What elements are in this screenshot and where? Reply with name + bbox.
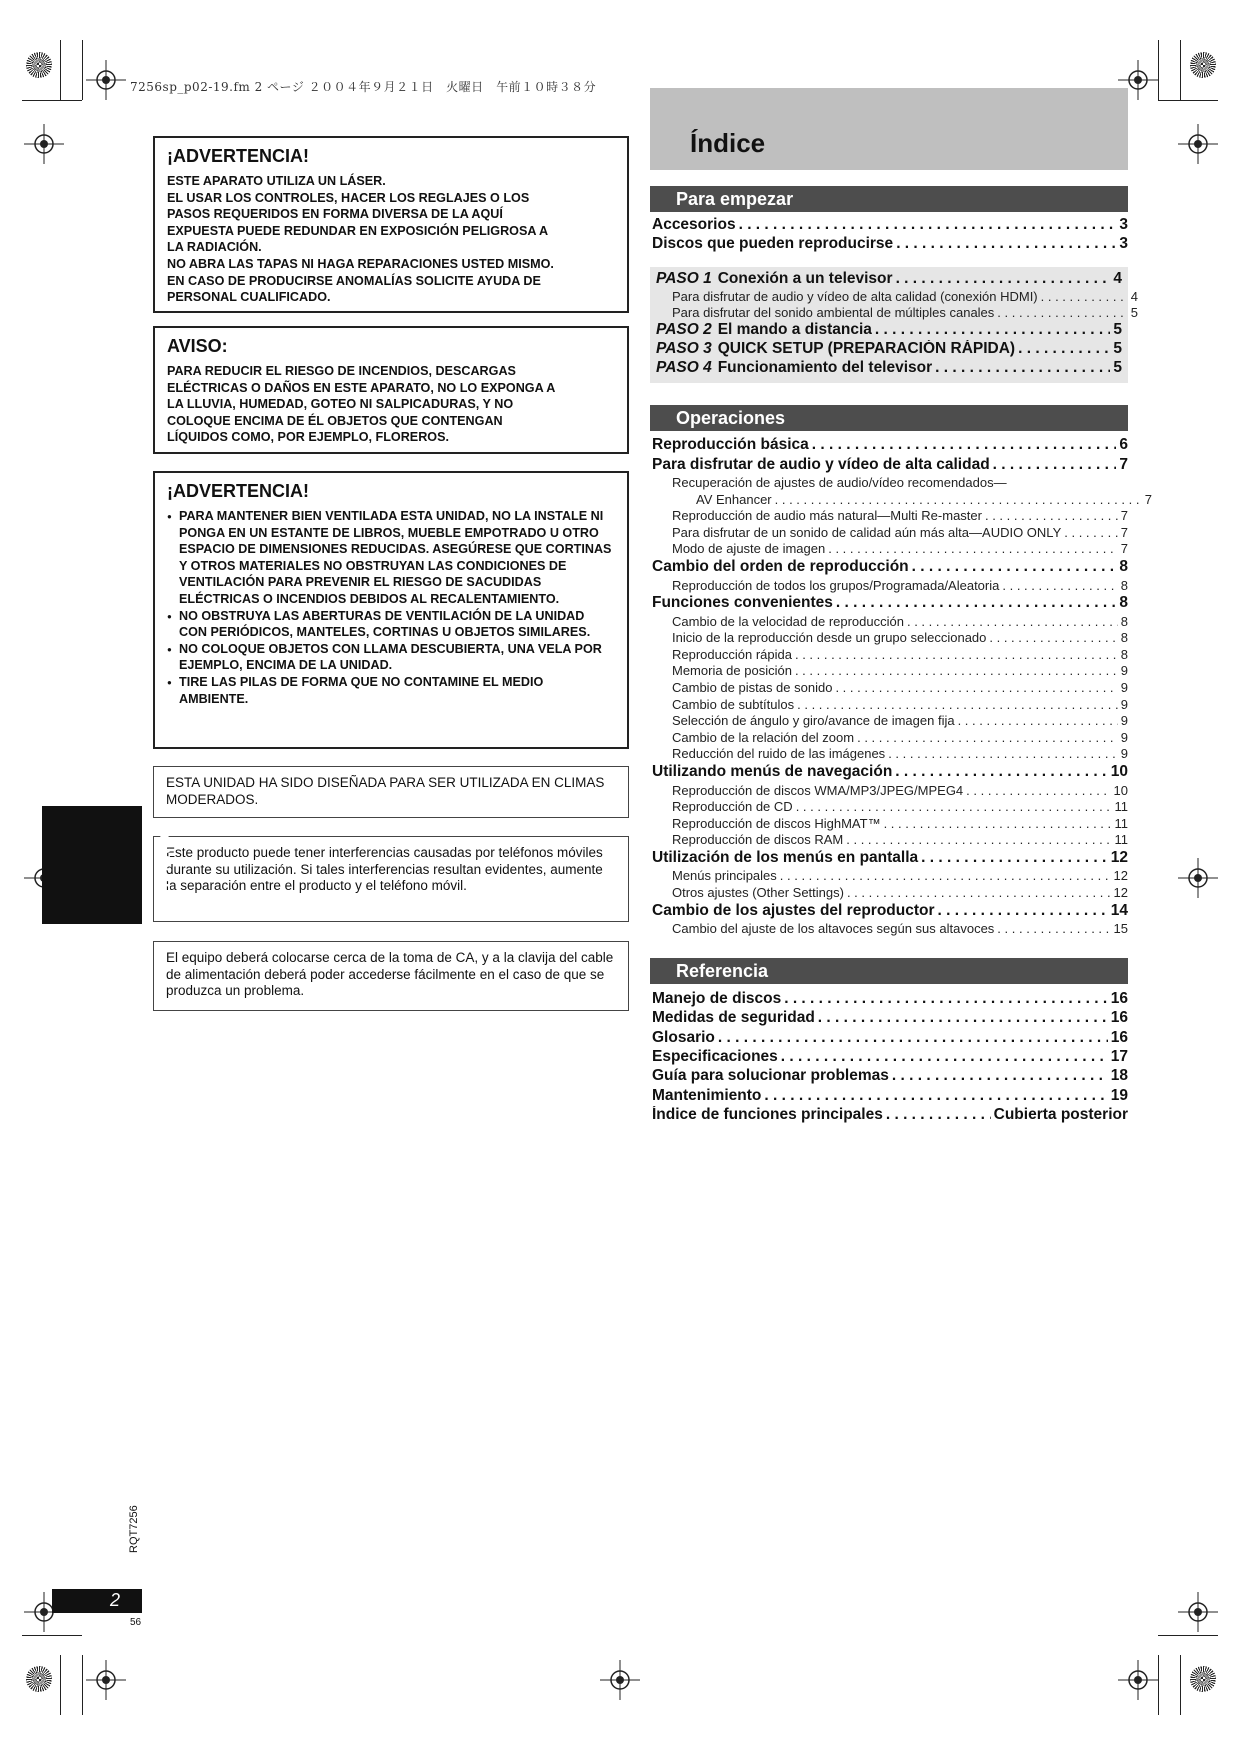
toc-entry-title [672, 541, 825, 556]
registration-mark-icon [1118, 1660, 1158, 1700]
toc-page-number: 8 [1120, 577, 1128, 593]
toc-entry-title [672, 475, 1007, 490]
toc-entry-text: Accesorios [652, 216, 736, 233]
toc-page-number: 5 [1113, 340, 1122, 357]
toc-entry-text: Reproducción de discos WMA/MP3/JPEG/MPEG4 [672, 782, 964, 798]
toc-entry-text: El mando a distancia [717, 321, 872, 338]
toc-entry [672, 730, 1128, 745]
section-heading-referencia: Referencia [650, 958, 1128, 984]
paso-label: PASO 4 [656, 359, 712, 376]
toc-entry-text: Inicio de la reproducción desde un grupo seleccionado [672, 630, 987, 646]
section-heading-para-empezar: Para empezar [650, 186, 1128, 212]
toc-entry-title [672, 832, 843, 847]
toc-entry [672, 525, 1128, 540]
toc-entry [652, 594, 1128, 612]
toc-entry [652, 1106, 1128, 1124]
toc-leader-dots [958, 713, 1118, 728]
toc-page-number: 19 [1110, 1086, 1128, 1104]
toc-leader-dots [892, 1067, 1108, 1085]
toc-entry [672, 289, 1138, 304]
toc-entry [672, 713, 1128, 728]
toc-entry-title [672, 578, 999, 593]
toc-leader-dots [896, 235, 1116, 253]
toc-entry-text: Cambio del orden de reproducción [652, 558, 909, 575]
registration-disc-icon [26, 52, 52, 78]
toc-entry [672, 697, 1128, 712]
toc-leader-dots [896, 270, 1111, 288]
toc-entry-title [672, 816, 881, 831]
warning-text: ESTE APARATO UTILIZA UN LÁSER. EL USAR LOS CONTROLES, HACER LOS REGLAJES O LOS PASOS REQUERIDOS EN FORMA DIVERSA DE LA AQUÍ EXPUESTA PUEDE REDUNDAR EN EXPOSICIÓN PELIGROSA A LA RADIACIÓN. NO ABRA LAS TAPAS NI HAGA REPARACIONES USTED MISMO. EN CASO DE PRODUCIRSE ANOMALÍAS SOLICITE AYUDA DE PERSONAL CUALIFICADO. [167, 174, 554, 305]
toc-entry-title [672, 663, 792, 678]
toc-entry-title [672, 746, 885, 761]
toc-leader-dots [857, 730, 1118, 745]
toc-entry-title [672, 508, 982, 523]
toc-entry [672, 508, 1128, 523]
warning-title: ¡ADVERTENCIA! [167, 481, 309, 501]
registration-mark-icon [600, 1660, 640, 1700]
toc-leader-dots [796, 799, 1112, 814]
toc-entry-text: Selección de ángulo y giro/avance de imagen fija [672, 713, 955, 729]
toc-entry-text: Memoria de posición [672, 663, 792, 679]
toc-entry [656, 270, 1122, 288]
toc-entry [672, 614, 1128, 629]
toc-entry-title [672, 783, 963, 798]
toc-entry-text: Reproducción de CD [672, 799, 793, 815]
registration-disc-icon [26, 1666, 52, 1692]
toc-page-number: 9 [1120, 680, 1128, 695]
toc-leader-dots [1002, 578, 1117, 593]
toc-entry [672, 799, 1128, 814]
toc-page-number: 7 [1120, 508, 1128, 524]
toc-entry-title [672, 614, 904, 629]
toc-entry-title [672, 697, 794, 712]
toc-leader-dots [907, 614, 1118, 629]
warning-bullet-list [167, 508, 615, 707]
toc-entry [652, 216, 1128, 234]
toc-entry [652, 1087, 1128, 1105]
toc-entry [672, 816, 1128, 831]
section-heading-operaciones: Operaciones [650, 405, 1128, 431]
registration-mark-icon [24, 124, 64, 164]
toc-leader-dots [1018, 340, 1110, 358]
toc-leader-dots [1064, 525, 1118, 540]
toc-entry [696, 492, 1152, 507]
toc-page-number: 17 [1110, 1047, 1128, 1065]
registration-disc-icon [1190, 52, 1216, 78]
toc-entry [652, 990, 1128, 1008]
toc-entry-text: Funciones convenientes [652, 594, 833, 612]
toc-entry-text: Cambio de los ajustes del reproductor [652, 901, 935, 919]
registration-mark-icon [86, 60, 126, 100]
toc-page-number: 5 [1113, 321, 1122, 338]
toc-leader-dots [997, 921, 1110, 936]
toc-entry [672, 746, 1128, 761]
toc-leader-dots [784, 990, 1108, 1008]
toc-entry-text: Modo de ajuste de imagen [672, 541, 826, 557]
toc-entry-text: Guía para solucionar problemas [652, 1067, 889, 1085]
toc-entry-text: Índice de funciones principales [652, 1105, 883, 1123]
toc-leader-dots [993, 456, 1117, 474]
toc-leader-dots [780, 868, 1111, 883]
toc-entry-text: Menús principales [672, 868, 777, 884]
ac-outlet-notice-text: El equipo deberá colocarse cerca de la toma de CA, y a la clavija del cable de alimentación deberá poder accederse fácilmente en el caso de que se produzca un problema. [166, 950, 614, 998]
toc-leader-dots [985, 508, 1118, 523]
toc-page-number: 18 [1110, 1067, 1128, 1085]
toc-entry [656, 340, 1122, 358]
toc-entry-title [652, 849, 918, 867]
toc-entry [652, 902, 1128, 920]
toc-leader-dots [1041, 289, 1128, 304]
toc-entry-text: QUICK SETUP (PREPARACIÓN RÁPIDA) [717, 340, 1016, 357]
toc-entry-title [652, 456, 990, 474]
toc-entry-text: AV Enhancer [696, 491, 772, 507]
toc-entry-title [652, 1048, 778, 1066]
toc-entry-text: Para disfrutar de audio y vídeo de alta calidad (conexión HDMI) [672, 289, 1038, 304]
toc-leader-dots [718, 1029, 1108, 1047]
toc-entry-text: Cambio de subtítulos [672, 696, 795, 712]
toc-entry [652, 1048, 1128, 1066]
language-label: ESPAÑOL [157, 822, 174, 906]
toc-leader-dots [921, 849, 1108, 867]
file-header-line: 7256sp_p02-19.fm 2 ページ ２００４年９月２１日 火曜日 午前１０時３８分 [130, 80, 597, 94]
toc-page-number: 14 [1110, 901, 1128, 919]
toc-entry [652, 456, 1128, 474]
climate-notice-box [153, 766, 629, 818]
toc-page-number: 11 [1114, 832, 1128, 848]
toc-leader-dots [836, 594, 1116, 612]
registration-mark-icon [1178, 858, 1218, 898]
toc-entry-text: Manejo de discos [652, 990, 782, 1007]
toc-entry-text: Utilización de los menús en pantalla [652, 848, 919, 866]
toc-page-number: 9 [1120, 746, 1128, 762]
toc-leader-dots [886, 1106, 991, 1124]
toc-entry-title [672, 525, 1061, 540]
ac-outlet-notice-box [153, 941, 629, 1011]
toc-page-number: 6 [1119, 436, 1128, 453]
toc-page-number: Cubierta posterior [993, 1105, 1128, 1123]
toc-leader-dots [818, 1009, 1108, 1027]
toc-page-number: 16 [1110, 1028, 1128, 1046]
aviso-text: PARA REDUCIR EL RIESGO DE INCENDIOS, DESCARGAS ELÉCTRICAS O DAÑOS EN ESTE APARATO, NO LO EXPONGA A LA LLUVIA, HUMEDAD, GOTEO NI SALPICADURAS, Y NO COLOQUE ENCIMA DE ÉL OBJETOS QUE CONTENGAN LÍQUIDOS COMO, POR EJEMPLO, FLOREROS. [167, 364, 556, 445]
list-item: ● PARA MANTENER BIEN VENTILADA ESTA UNIDAD, NO LA INSTALE NI PONGA EN UN ESTANTE DE LIBROS, MUEBLE EMPOTRADO U OTRO ESPACIO DE DIMENSIONES REDUCIDAS. ASEGÚRESE QUE CORTINAS Y OTROS MATERIALES NO OBSTRUYAN LAS CONDICIONES DE VENTILACIÓN PARA PREVENIR EL RIESGO DE SACUDIDAS ELÉCTRICAS O INCENDIOS DEBIDOS AL RECALENTAMIENTO. [167, 508, 615, 608]
toc-page-number: 11 [1114, 799, 1128, 815]
interference-notice-text: Este producto puede tener interferencias causadas por teléfonos móviles durante su utilización. Si tales interferencias resultan evidentes, aumente la separación entre el producto y el teléfono móvil. [166, 845, 603, 893]
toc-entry-text: Utilizando menús de navegación [652, 763, 893, 780]
toc-page-number: 9 [1120, 663, 1128, 679]
toc-entry-text: Otros ajustes (Other Settings) [672, 885, 844, 900]
toc-entry [672, 475, 1128, 490]
toc-entry-title [652, 1029, 715, 1047]
toc-entry-title [672, 647, 792, 662]
toc-entry-title [652, 235, 893, 253]
toc-page-number: 16 [1110, 990, 1128, 1007]
aviso-title: AVISO: [167, 336, 228, 356]
toc-entry-text: Cambio de la velocidad de reproducción [672, 613, 904, 629]
toc-entry-title [672, 730, 854, 745]
toc-page-number: 4 [1130, 289, 1138, 304]
toc-entry-title [652, 216, 736, 234]
toc-entry-text: Para disfrutar de un sonido de calidad aún más alta—AUDIO ONLY [672, 524, 1062, 540]
toc-leader-dots [912, 558, 1117, 576]
toc-page-number: 10 [1110, 763, 1128, 780]
toc-entry [672, 305, 1138, 320]
toc-page-number: 8 [1119, 594, 1128, 612]
page-number-bar [52, 1589, 142, 1613]
toc-entry-title [652, 763, 892, 781]
toc-leader-dots [888, 746, 1118, 761]
toc-leader-dots [895, 763, 1107, 781]
toc-page-number: 3 [1119, 235, 1128, 252]
toc-entry-text: Cambio del ajuste de los altavoces según sus altavoces [672, 921, 995, 937]
toc-leader-dots [797, 697, 1118, 712]
toc-leader-dots [835, 680, 1117, 695]
toc-entry [672, 647, 1128, 662]
toc-entry-title [652, 1009, 815, 1027]
toc-entry-title [652, 594, 833, 612]
paso-label: PASO 2 [656, 321, 712, 338]
toc-entry-text: Mantenimiento [652, 1086, 762, 1104]
toc-entry [672, 663, 1128, 678]
toc-page-number: 12 [1113, 885, 1128, 900]
aviso-box [153, 326, 629, 454]
toc-entry-text: Cambio de la relación del zoom [672, 729, 855, 745]
toc-entry-title [652, 558, 909, 576]
toc-page-number: 9 [1120, 696, 1128, 712]
toc-entry-title [656, 321, 872, 339]
toc-entry [672, 783, 1128, 798]
toc-page-number: 10 [1113, 782, 1128, 798]
toc-entry-title [672, 868, 777, 883]
toc-entry-title [672, 630, 986, 645]
toc-entry-text: Para disfrutar del sonido ambiental de múltiples canales [672, 305, 995, 320]
toc-page-number: 5 [1113, 359, 1122, 376]
toc-entry [672, 541, 1128, 556]
language-side-tab [42, 806, 174, 924]
toc-entry-text: Reproducción de audio más natural—Multi Re-master [672, 508, 982, 524]
interference-notice-box [153, 836, 629, 922]
document-code: RQT7256 [128, 1505, 140, 1553]
toc-entry [652, 1009, 1128, 1027]
toc-page-number: 11 [1114, 815, 1128, 831]
toc-leader-dots [795, 663, 1118, 678]
toc-page-number: 15 [1113, 921, 1128, 937]
toc-page-number: 12 [1110, 848, 1128, 866]
page-title: Índice [690, 128, 766, 158]
toc-entry [672, 680, 1128, 695]
toc-page-number: 12 [1113, 868, 1128, 884]
toc-leader-dots [775, 492, 1142, 507]
climate-notice-text: ESTA UNIDAD HA SIDO DISEÑADA PARA SER UTILIZADA EN CLIMAS MODERADOS. [166, 775, 605, 807]
toc-entry [672, 921, 1128, 936]
toc-entry-text: Recuperación de ajustes de audio/vídeo recomendados— [672, 475, 1007, 490]
toc-entry-title [672, 885, 844, 900]
toc-entry-text: Reproducción de todos los grupos/Programada/Aleatoria [672, 577, 1000, 593]
warning-title: ¡ADVERTENCIA! [167, 146, 309, 166]
toc-entry-title [672, 921, 994, 936]
toc-entry-text: Discos que pueden reproducirse [652, 235, 894, 252]
toc-entry-title [672, 713, 955, 728]
toc-entry-title [696, 492, 772, 507]
toc-leader-dots [997, 305, 1127, 320]
toc-entry-text: Reproducción de discos RAM [672, 832, 844, 848]
toc-page-number: 9 [1120, 713, 1128, 729]
toc-page-number: 7 [1119, 455, 1128, 473]
toc-leader-dots [875, 321, 1110, 339]
print-page-number: 56 [130, 1617, 142, 1628]
list-item: ● NO OBSTRUYA LAS ABERTURAS DE VENTILACIÓN DE LA UNIDAD CON PERIÓDICOS, MANTELES, CORTINAS U OBJETOS SIMILARES. [167, 608, 615, 641]
toc-page-number: 9 [1120, 729, 1128, 745]
toc-entry-title [656, 340, 1015, 358]
toc-entry-text: Reproducción básica [652, 436, 809, 453]
toc-entry [652, 558, 1128, 576]
toc-page-number: 8 [1120, 613, 1128, 629]
toc-entry-text: Medidas de seguridad [652, 1009, 815, 1027]
toc-leader-dots [764, 1087, 1107, 1105]
toc-entry [652, 1067, 1128, 1085]
registration-mark-icon [86, 1660, 126, 1700]
toc-entry [672, 578, 1128, 593]
list-item: ● TIRE LAS PILAS DE FORMA QUE NO CONTAMINE EL MEDIO AMBIENTE. [167, 674, 615, 707]
toc-entry [672, 868, 1128, 883]
paso-label: PASO 1 [656, 270, 712, 287]
toc-page-number: 7 [1120, 541, 1128, 557]
toc-entry-text: Funcionamiento del televisor [717, 359, 933, 376]
ventilation-warning-box [153, 471, 629, 749]
list-item: ● NO COLOQUE OBJETOS CON LLAMA DESCUBIERTA, UNA VELA POR EJEMPLO, ENCIMA DE LA UNIDAD. [167, 641, 615, 674]
toc-entry [652, 1029, 1128, 1047]
toc-page-number: 7 [1120, 524, 1128, 540]
toc-page-number: 4 [1113, 270, 1122, 287]
toc-entry-text: Reproducción rápida [672, 646, 792, 662]
toc-entry-title [652, 902, 935, 920]
toc-entry [652, 849, 1128, 867]
toc-leader-dots [739, 216, 1117, 234]
toc-leader-dots [966, 783, 1110, 798]
toc-entry-text: Cambio de pistas de sonido [672, 680, 833, 695]
toc-entry-title [652, 1087, 761, 1105]
toc-leader-dots [884, 816, 1112, 831]
paso-label: PASO 3 [656, 340, 712, 357]
toc-entry [656, 321, 1122, 339]
registration-disc-icon [1190, 1666, 1216, 1692]
toc-page-number: 7 [1144, 491, 1152, 507]
toc-entry-text: Conexión a un televisor [717, 270, 893, 287]
toc-leader-dots [935, 359, 1110, 377]
toc-leader-dots [938, 902, 1108, 920]
toc-leader-dots [847, 885, 1111, 900]
registration-mark-icon [1178, 1592, 1218, 1632]
toc-page-number: 8 [1119, 558, 1128, 575]
toc-leader-dots [795, 647, 1118, 662]
toc-page-number: 8 [1120, 630, 1128, 646]
toc-entry-title [672, 305, 994, 320]
toc-page-number: 8 [1120, 646, 1128, 662]
toc-leader-dots [828, 541, 1118, 556]
toc-entry-title [656, 359, 932, 377]
toc-leader-dots [989, 630, 1117, 645]
laser-warning-box [153, 136, 629, 313]
toc-page-number: 16 [1110, 1009, 1128, 1027]
toc-leader-dots [846, 832, 1111, 847]
toc-entry [652, 763, 1128, 781]
toc-entry-text: Reproducción de discos HighMAT™ [672, 815, 881, 831]
toc-entry-text: Para disfrutar de audio y vídeo de alta calidad [652, 455, 990, 473]
toc-entry-title [672, 799, 793, 814]
toc-entry-title [656, 270, 893, 288]
toc-leader-dots [812, 436, 1117, 454]
toc-entry-text: Glosario [652, 1028, 715, 1046]
toc-entry-title [652, 990, 781, 1008]
toc-entry [672, 832, 1128, 847]
toc-entry-title [652, 1067, 889, 1085]
toc-entry-title [672, 680, 832, 695]
page-number: 2 [109, 1590, 120, 1610]
registration-mark-icon [1178, 124, 1218, 164]
toc-leader-dots [781, 1048, 1108, 1066]
toc-entry-title [672, 289, 1038, 304]
toc-entry-text: Especificaciones [652, 1047, 778, 1065]
toc-entry-text: Reducción del ruido de las imágenes [672, 746, 886, 762]
toc-entry-title [652, 1106, 883, 1124]
toc-entry [672, 630, 1128, 645]
toc-entry [656, 359, 1122, 377]
toc-entry [652, 235, 1128, 253]
toc-entry-title [652, 436, 809, 454]
toc-entry [652, 436, 1128, 454]
toc-page-number: 3 [1119, 216, 1128, 233]
toc-entry [672, 885, 1128, 900]
toc-page-number: 5 [1130, 305, 1138, 320]
